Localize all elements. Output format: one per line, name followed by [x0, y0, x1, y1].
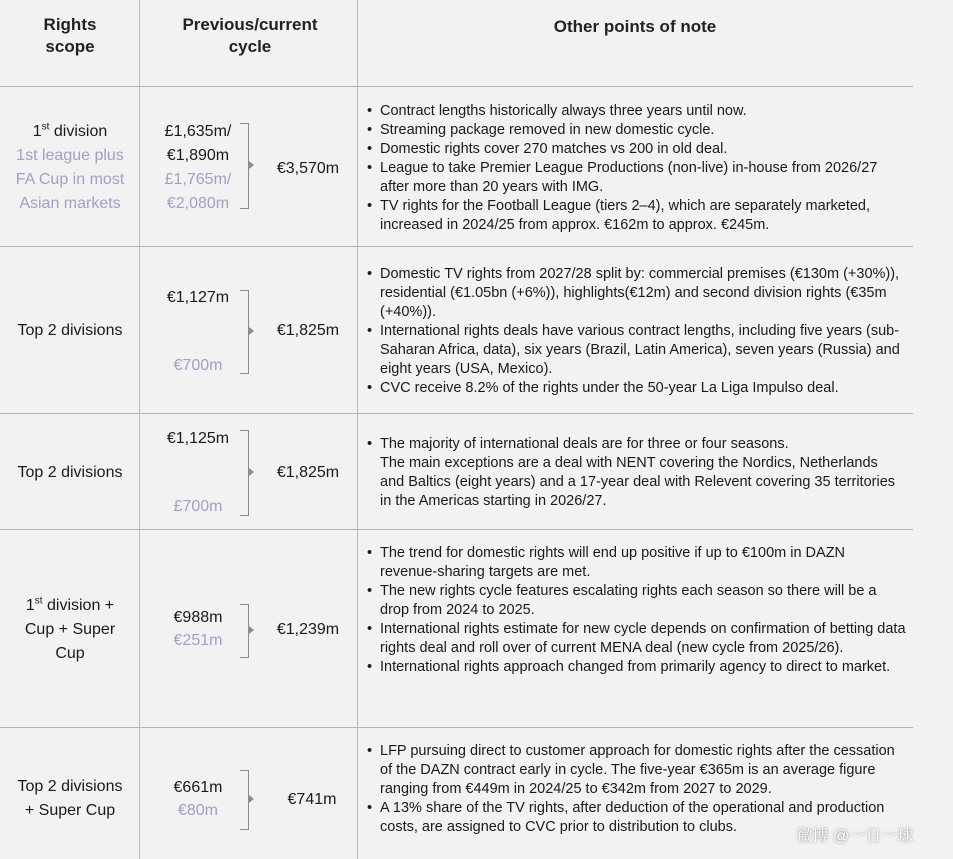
note-item: • League to take Premier League Productions (non-live) in-house from 2026/27 after more than 20 years with IMG. [366, 159, 906, 197]
bracket [240, 604, 249, 658]
header-cycle: Previous/current cycle [182, 15, 318, 56]
bracket [240, 123, 249, 209]
row1-scope [0, 120, 140, 216]
row1-value: €1,890m [166, 147, 230, 164]
row-divider [0, 413, 913, 414]
note-item: • Contract lengths historically always three years until now. [366, 102, 906, 121]
arrow-icon [249, 161, 254, 169]
row1-value: £1,765m/ [164, 171, 232, 188]
header-rights-scope: Rights scope [43, 15, 97, 56]
row1-value: £1,635m/ [164, 123, 232, 140]
note-item: • CVC receive 8.2% of the rights under the 50-year La Liga Impulso deal. [366, 379, 906, 398]
row3-value: €1,125m [166, 430, 230, 447]
note-item: • International rights approach changed from primarily agency to direct to market. [366, 658, 906, 677]
row4-value: €251m [173, 632, 223, 649]
note-item: • International rights estimate for new cycle depends on confirmation of betting data rights deal and roll over of current MENA deal (new cycle from 2025/26). [366, 620, 906, 658]
row4-scope [0, 594, 140, 666]
note-item: The main exceptions are a deal with NENT covering the Nordics, Netherlands and Baltics (eight years) and a 17-year deal with Relevent covering 35 territories in the Americas starting in 2026/27. [380, 455, 896, 509]
row5-value: €80m [177, 802, 219, 819]
row3-notes [366, 435, 906, 511]
row2-notes [366, 265, 906, 398]
note-item: • A 13% share of the TV rights, after deduction of the operational and production costs, are assigned to CVC prior to distribution to clubs. [366, 799, 906, 837]
note-item: • Domestic rights cover 270 matches vs 200 in old deal. [366, 140, 906, 159]
row-divider [0, 86, 913, 87]
row5-scope [0, 775, 140, 823]
row5-scope-line1: Top 2 divisions [17, 778, 123, 795]
row4-scope-line3: Cup [55, 645, 85, 662]
row-divider [0, 529, 913, 530]
bracket [240, 430, 249, 516]
note-item: • The new rights cycle features escalating rights each season so there will be a drop from 2024 to 2025. [366, 582, 906, 620]
row4-scope-line2: Cup + Super [24, 621, 116, 638]
row3-value: £700m [173, 498, 223, 515]
note-item: • Domestic TV rights from 2027/28 split by: commercial premises (€130m (+30%)), residential (€1.05bn (+6%)), highlights(€12m) and second division rights (€35m (+40%)). [366, 265, 906, 322]
arrow-icon [249, 327, 254, 335]
row5-value: €661m [173, 779, 223, 796]
watermark: 微博 @一日一球 [796, 828, 914, 845]
row2-value: €700m [173, 357, 223, 374]
row-divider [0, 727, 913, 728]
row1-scope-faded: 1st league plus FA Cup in most Asian markets [15, 147, 125, 212]
row2-scope: Top 2 divisions [17, 322, 123, 339]
row3-total: €1,825m [276, 464, 340, 481]
row1-total: €3,570m [276, 160, 340, 177]
row2-total: €1,825m [276, 322, 340, 339]
row4-scope-sup: st [34, 595, 43, 607]
row1-scope-rest: division [49, 123, 108, 140]
note-item: • Streaming package removed in new domestic cycle. [366, 121, 906, 140]
row2-value: €1,127m [166, 289, 230, 306]
row5-total: €741m [287, 791, 337, 808]
row4-scope-main: 1 [25, 597, 35, 614]
note-item: • The majority of international deals are for three or four seasons. [366, 435, 906, 454]
row1-notes [366, 102, 906, 235]
row5-notes [366, 742, 906, 837]
arrow-icon [249, 468, 254, 476]
note-item: • LFP pursuing direct to customer approach for domestic rights after the cessation of the DAZN contract early in cycle. The five-year €365m is an average figure ranging from €449m in 2024/25 to €342m from 2027 to 2029. [366, 742, 906, 799]
row4-total: €1,239m [276, 621, 340, 638]
row-divider [0, 246, 913, 247]
bracket [240, 290, 249, 374]
row3-scope: Top 2 divisions [17, 464, 123, 481]
row4-value: €988m [173, 609, 223, 626]
note-item: • The trend for domestic rights will end up positive if up to €100m in DAZN revenue-sharing targets are met. [366, 544, 906, 582]
column-divider [357, 0, 358, 859]
arrow-icon [249, 626, 254, 634]
note-item: • International rights deals have various contract lengths, including five years (sub-Saharan Africa, data), six years (Brazil, Latin America), seven years (Russia) and eight years (USA, Mexico). [366, 322, 906, 379]
row1-scope-sup: st [41, 121, 50, 133]
row5-scope-line2: + Super Cup [24, 802, 116, 819]
note-item: • TV rights for the Football League (tiers 2–4), which are separately marketed, increased in 2024/25 from approx. €162m to approx. €245m. [366, 197, 906, 235]
header-notes: Other points of note [553, 17, 717, 36]
bracket [240, 770, 249, 830]
row4-scope-rest: division + [42, 597, 115, 614]
row4-notes [366, 544, 906, 677]
row1-scope-main: 1 [32, 123, 42, 140]
arrow-icon [249, 795, 254, 803]
row1-value: €2,080m [166, 195, 230, 212]
